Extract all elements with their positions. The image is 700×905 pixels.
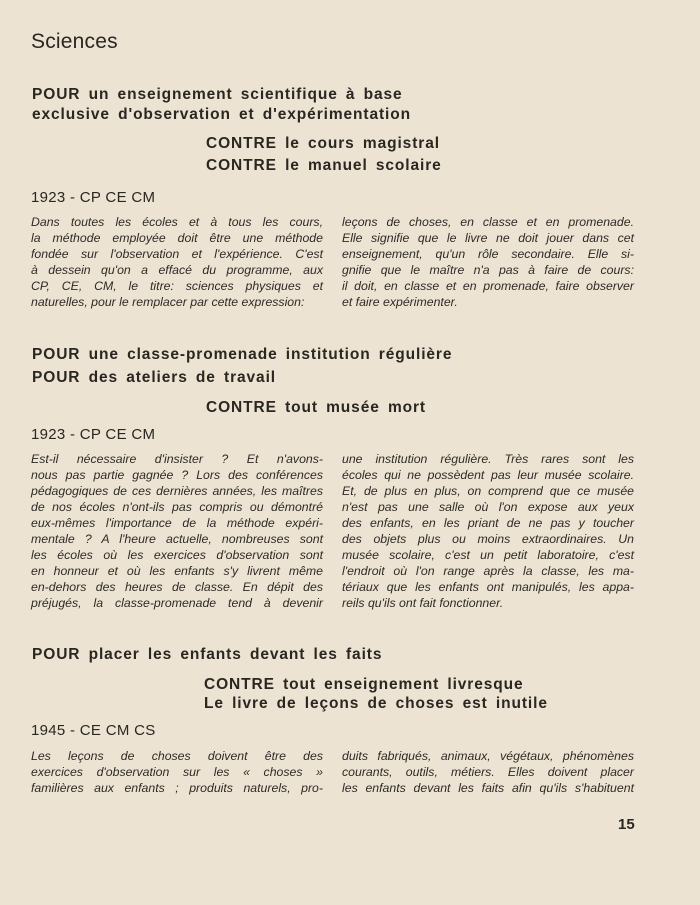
text-line: exercices d'observation sur les « choses »	[31, 765, 323, 779]
section-title: Sciences	[31, 30, 118, 53]
text-line: mentale ? A l'heure actuelle, nombreuses sont	[31, 532, 323, 546]
text-line: familières aux enfants ; produits naturels, pro-	[31, 781, 323, 795]
pour-heading-3	[32, 369, 276, 387]
pour-text: des ateliers de travail	[88, 369, 276, 386]
text-line: les enfants devant les faits afin qu'ils s'habituent	[342, 781, 634, 795]
text-line: et faire expérimenter.	[342, 295, 458, 309]
text-column-left-2	[31, 451, 323, 611]
text-line: musée scolaire, c'est un petit laboratoire, c'est	[342, 548, 634, 562]
contre-text: tout enseignement livresque	[283, 676, 524, 693]
text-line: CP, CE, CM, le titre: sciences physiques et	[31, 279, 323, 293]
text-line: nous pas partie gagnée ? Lors des conférences	[31, 468, 323, 482]
text-column-right-1	[342, 214, 634, 310]
text-line: n'est pas une salle où l'on expose aux yeux	[342, 500, 634, 514]
text-line: courants, outils, métiers. Elles doivent placer	[342, 765, 634, 779]
contre-heading-3	[206, 399, 426, 417]
page-number: 15	[618, 816, 635, 833]
pour-heading-1b: exclusive d'observation et d'expérimentation	[32, 106, 411, 123]
text-line: en-dehors des heures de classe. En dépit des	[31, 580, 323, 594]
pour-keyword: POUR	[32, 646, 81, 663]
text-column-left-3	[31, 748, 323, 796]
contre-heading-2	[206, 157, 442, 175]
text-line: tériaux que les enfants ont manipulés, les appa-	[342, 580, 634, 594]
text-line: Elle signifie que le livre ne doit jouer dans cet	[342, 231, 634, 245]
text-line: leçons de choses, en classe et en promenade.	[342, 215, 634, 229]
year-label-3: 1945 - CE CM CS	[31, 722, 156, 739]
pour-heading-4	[32, 646, 382, 664]
text-line: les écoles où les exercices d'observation sont	[31, 548, 323, 562]
contre-heading-1	[206, 135, 440, 153]
text-line: à dessein qu'on a effacé du programme, aux	[31, 263, 323, 277]
text-line: duits fabriqués, animaux, végétaux, phénomènes	[342, 749, 634, 763]
text-line: naturelles, pour le remplacer par cette expression:	[31, 295, 305, 309]
contre-keyword: CONTRE	[206, 399, 277, 416]
contre-text: le manuel scolaire	[285, 157, 442, 174]
pour-keyword: POUR	[32, 346, 81, 363]
text-line: des objets plus ou moins extraordinaires. Un	[342, 532, 634, 546]
year-label-1: 1923 - CP CE CM	[31, 189, 156, 206]
contre-keyword: CONTRE	[204, 676, 275, 693]
pour-keyword: POUR	[32, 369, 81, 386]
text-line: de nos écoles n'ont-ils pas compris ou démontré	[31, 500, 323, 514]
text-line: eux-mêmes l'importance de la méthode expéri-	[31, 516, 323, 530]
text-line: il doit, en classe et en promenade, faire observer	[342, 279, 634, 293]
text-column-right-3	[342, 748, 634, 796]
text-line: Les leçons de choses doivent être des	[31, 749, 323, 763]
contre-keyword: CONTRE	[206, 157, 277, 174]
pour-keyword: POUR	[32, 86, 81, 103]
contre-heading-4	[204, 676, 524, 694]
contre-heading-5: Le livre de leçons de choses est inutile	[204, 695, 548, 712]
pour-heading-2	[32, 346, 452, 364]
text-line: Dans toutes les écoles et à tous les cours,	[31, 215, 323, 229]
text-line: des enfants, en les priant de ne pas y toucher	[342, 516, 634, 530]
text-line: préjugés, la classe-promenade tend à devenir	[31, 596, 323, 610]
text-column-right-2	[342, 451, 634, 611]
pour-text: une classe-promenade institution régulière	[88, 346, 453, 363]
contre-text: le cours magistral	[285, 135, 440, 152]
contre-text: tout musée mort	[285, 399, 426, 416]
pour-heading-1	[32, 86, 403, 104]
pour-text: un enseignement scientifique à base	[88, 86, 403, 103]
text-line: enseignement, qu'un rôle secondaire. Elle si-	[342, 247, 634, 261]
text-line: une institution régulière. Très rares sont les	[342, 452, 634, 466]
text-line: la méthode employée doit être une méthode	[31, 231, 323, 245]
text-line: écoles qui ne possèdent pas leur musée scolaire.	[342, 468, 634, 482]
text-line: Est-il nécessaire d'insister ? Et n'avons-	[31, 452, 323, 466]
text-line: reils qu'ils ont fait fonctionner.	[342, 596, 504, 610]
text-line: pédagogiques de ces dernières années, les maîtres	[31, 484, 323, 498]
pour-text: placer les enfants devant les faits	[88, 646, 383, 663]
text-line: en honneur et où les enfants s'y livrent même	[31, 564, 323, 578]
contre-keyword: CONTRE	[206, 135, 277, 152]
text-line: fondée sur l'observation et l'expérience. C'est	[31, 247, 323, 261]
text-line: l'endroit où l'on range après la classe, les ma-	[342, 564, 634, 578]
text-line: gnifie que le maître n'a pas à faire de cours:	[342, 263, 634, 277]
text-line: Et, de plus en plus, on comprend que ce musée	[342, 484, 634, 498]
year-label-2: 1923 - CP CE CM	[31, 426, 156, 443]
text-column-left-1	[31, 214, 323, 310]
